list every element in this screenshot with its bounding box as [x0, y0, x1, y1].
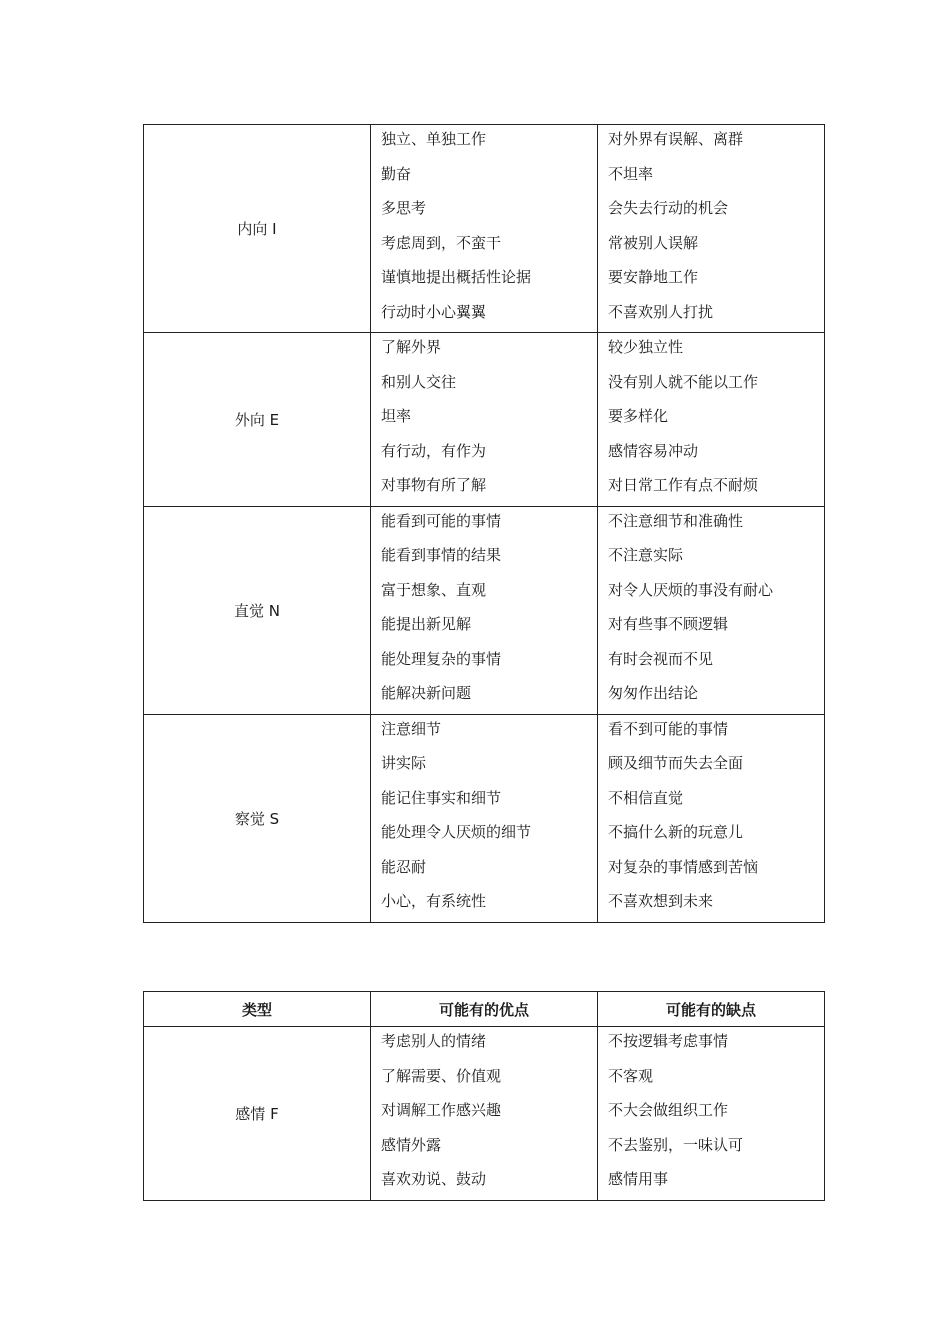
disadvantages-cell — [598, 1027, 825, 1201]
disadvantage-item: 对有些事不顾逻辑 — [608, 615, 729, 633]
type-cell: 感情 F — [144, 1027, 371, 1201]
header-disadvantages: 可能有的缺点 — [598, 992, 825, 1027]
disadvantage-item: 不注意实际 — [608, 546, 684, 564]
table-row — [144, 333, 825, 507]
disadvantages-cell — [598, 333, 825, 507]
advantage-item: 有行动，有作为 — [381, 441, 487, 460]
advantage-item: 多思考 — [381, 199, 427, 217]
disadvantage-item: 不搞什么新的玩意儿 — [608, 823, 744, 841]
advantage-item: 感情外露 — [381, 1135, 442, 1154]
type-cell: 外向 E — [144, 333, 371, 507]
disadvantage-item: 感情用事 — [608, 1170, 669, 1188]
disadvantages-cell — [598, 125, 825, 333]
disadvantage-item: 对外界有误解、离群 — [608, 130, 744, 148]
type-cell: 察觉 S — [144, 714, 371, 922]
advantage-item: 了解需要、价值观 — [381, 1066, 502, 1085]
type-cell: 直觉 N — [144, 506, 371, 714]
advantage-item: 能处理复杂的事情 — [381, 649, 502, 668]
advantage-item: 能解决新问题 — [381, 684, 472, 702]
disadvantage-item: 不喜欢别人打扰 — [608, 302, 714, 321]
advantages-cell — [371, 714, 598, 922]
advantage-item: 能处理令人厌烦的细节 — [381, 823, 532, 841]
table-row — [144, 714, 825, 922]
advantage-item: 能忍耐 — [381, 857, 427, 876]
advantage-item: 坦率 — [381, 407, 412, 425]
disadvantage-item: 要安静地工作 — [608, 268, 699, 286]
disadvantage-item: 顾及细节而失去全面 — [608, 754, 744, 772]
disadvantage-item: 不大会做组织工作 — [608, 1101, 729, 1119]
advantage-item: 独立、单独工作 — [381, 130, 487, 148]
advantage-item: 和别人交往 — [381, 372, 457, 391]
disadvantage-item: 不按逻辑考虑事情 — [608, 1032, 729, 1050]
advantage-item: 对调解工作感兴趣 — [381, 1101, 502, 1119]
disadvantage-item: 常被别人误解 — [608, 233, 699, 252]
disadvantages-cell — [598, 714, 825, 922]
disadvantage-item: 对令人厌烦的事没有耐心 — [608, 580, 774, 599]
advantages-cell — [371, 333, 598, 507]
disadvantages-cell — [598, 506, 825, 714]
disadvantage-item: 匆匆作出结论 — [608, 684, 699, 702]
disadvantage-item: 没有别人就不能以工作 — [608, 372, 759, 391]
disadvantage-item: 不客观 — [608, 1066, 654, 1085]
disadvantage-item: 要多样化 — [608, 407, 669, 425]
advantage-item: 考虑别人的情绪 — [381, 1032, 487, 1050]
advantage-item: 对事物有所了解 — [381, 476, 487, 494]
personality-table-1 — [143, 124, 825, 923]
advantage-item: 注意细节 — [381, 719, 442, 738]
type-cell: 内向 I — [144, 125, 371, 333]
disadvantage-item: 对复杂的事情感到苦恼 — [608, 857, 759, 876]
advantages-cell — [371, 125, 598, 333]
header-row — [144, 992, 825, 1027]
disadvantage-item: 有时会视而不见 — [608, 649, 714, 668]
header-type: 类型 — [144, 992, 371, 1027]
disadvantage-item: 对日常工作有点不耐烦 — [608, 476, 759, 494]
advantage-item: 讲实际 — [381, 754, 427, 772]
disadvantage-item: 感情容易冲动 — [608, 441, 699, 460]
table-row — [144, 125, 825, 333]
personality-table-2 — [143, 991, 825, 1201]
disadvantage-item: 不相信直觉 — [608, 788, 684, 807]
advantage-item: 了解外界 — [381, 338, 442, 356]
disadvantage-item: 不喜欢想到未来 — [608, 892, 714, 910]
advantage-item: 能记住事实和细节 — [381, 788, 502, 807]
table-row — [144, 1027, 825, 1201]
disadvantage-item: 看不到可能的事情 — [608, 719, 729, 738]
advantage-item: 富于想象、直观 — [381, 580, 487, 599]
advantage-item: 谨慎地提出概括性论据 — [381, 268, 532, 286]
disadvantage-item: 较少独立性 — [608, 338, 684, 356]
advantage-item: 小心，有系统性 — [381, 892, 487, 910]
advantages-cell — [371, 1027, 598, 1201]
disadvantage-item: 不坦率 — [608, 164, 654, 183]
advantage-item: 喜欢劝说、鼓动 — [381, 1170, 487, 1188]
advantage-item: 考虑周到，不蛮干 — [381, 233, 502, 252]
disadvantage-item: 不注意细节和准确性 — [608, 511, 744, 530]
advantages-cell — [371, 506, 598, 714]
advantage-item: 勤奋 — [381, 164, 412, 183]
advantage-item: 行动时小心翼翼 — [381, 302, 487, 321]
advantage-item: 能看到可能的事情 — [381, 511, 502, 530]
advantage-item: 能提出新见解 — [381, 615, 472, 633]
disadvantage-item: 不去鉴别，一味认可 — [608, 1135, 744, 1154]
table-row — [144, 506, 825, 714]
disadvantage-item: 会失去行动的机会 — [608, 199, 729, 217]
header-advantages: 可能有的优点 — [371, 992, 598, 1027]
advantage-item: 能看到事情的结果 — [381, 546, 502, 564]
